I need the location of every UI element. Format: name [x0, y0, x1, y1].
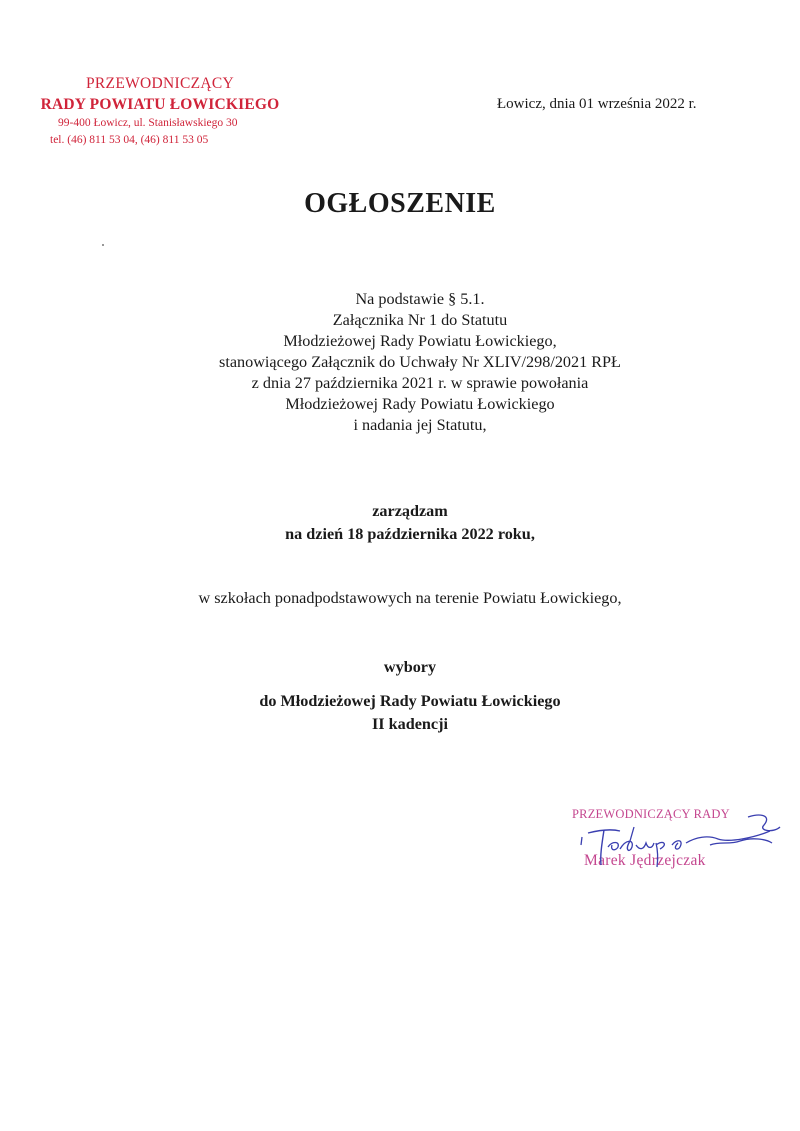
- elections-term: II kadencji: [371, 715, 448, 733]
- decree-verb: zarządzam: [372, 502, 448, 520]
- scan-speck: [102, 244, 104, 246]
- elections-body: do Młodzieżowej Rady Powiatu Łowickiego: [259, 692, 561, 710]
- schools-line: w szkołach ponadpodstawowych na terenie Powiatu Łowickiego,: [198, 589, 622, 607]
- legal-line: Na podstawie § 5.1.: [355, 290, 485, 308]
- decree: [100, 500, 720, 546]
- elections-word: wybory: [383, 658, 437, 676]
- legal-line: i nadania jej Statutu,: [353, 416, 487, 434]
- stamp-phone: tel. (46) 811 53 04, (46) 811 53 05: [50, 134, 209, 146]
- handwritten-signature-icon: [560, 805, 790, 885]
- stamp-line-1: PRZEWODNICZĄCY: [86, 75, 234, 92]
- place-date: Łowicz, dnia 01 września 2022 r.: [497, 96, 697, 112]
- signature-stamp: [560, 805, 790, 885]
- legal-line: Załącznika Nr 1 do Statutu: [332, 311, 508, 329]
- legal-line: Młodzieżowej Rady Powiatu Łowickiego,: [283, 332, 557, 350]
- legal-line: Młodzieżowej Rady Powiatu Łowickiego: [285, 395, 555, 413]
- stamp-address: 99-400 Łowicz, ul. Stanisławskiego 30: [58, 117, 238, 129]
- decree-date: na dzień 18 października 2022 roku,: [285, 525, 535, 543]
- official-stamp: [40, 74, 280, 149]
- legal-line: z dnia 27 października 2021 r. w sprawie powołania: [251, 374, 589, 392]
- legal-line: stanowiącego Załącznik do Uchwały Nr XLIV/298/2021 RPŁ: [219, 353, 621, 371]
- stamp-line-2: RADY POWIATU ŁOWICKIEGO: [40, 96, 280, 113]
- signature-stamp-title: PRZEWODNICZĄCY RADY: [572, 807, 730, 821]
- legal-basis: [150, 289, 690, 436]
- signature-stamp-name: Marek Jędrzejczak: [584, 852, 706, 869]
- elections-details: [100, 690, 720, 736]
- document-title: OGŁOSZENIE: [304, 188, 496, 219]
